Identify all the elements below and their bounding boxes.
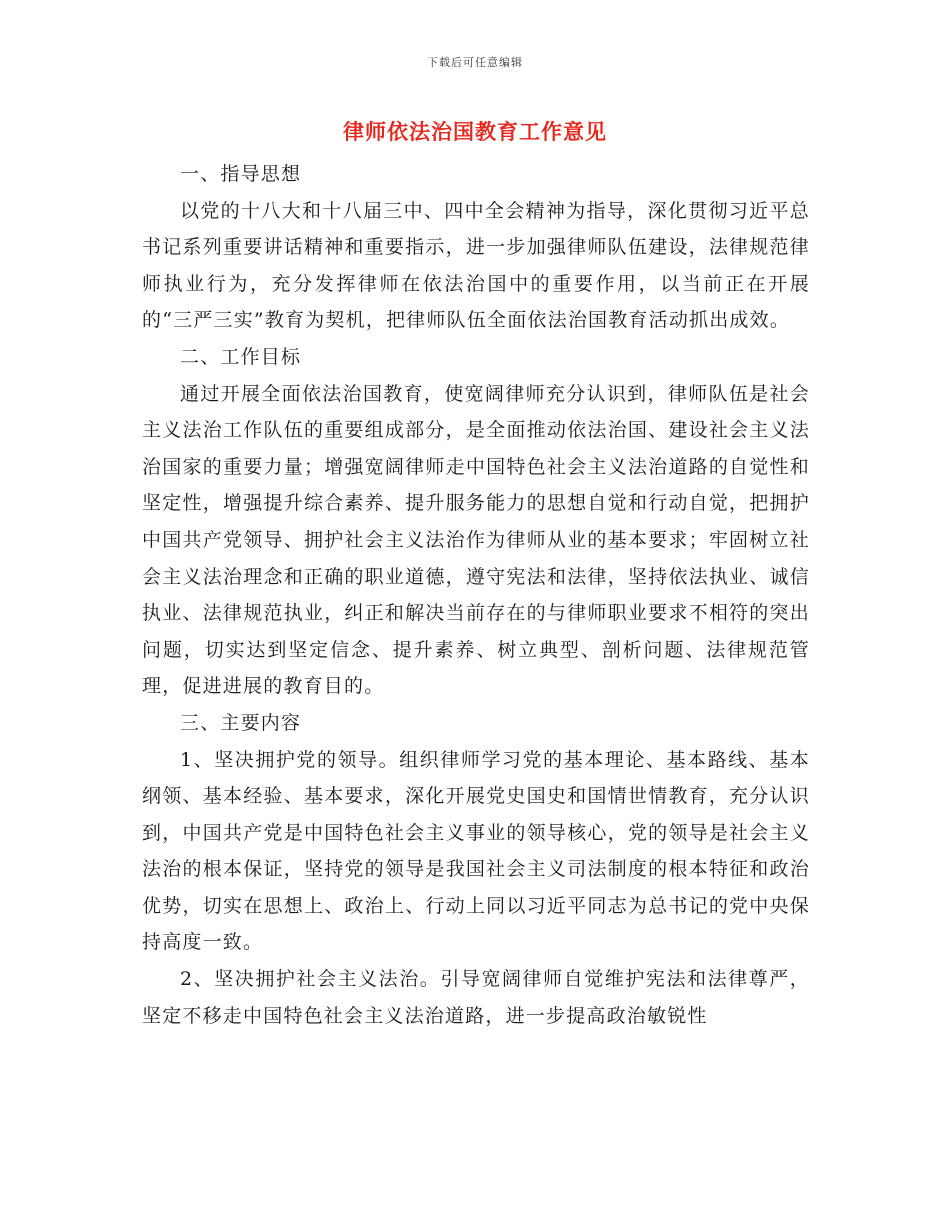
section-heading-work-goals: 二、工作目标 bbox=[180, 345, 302, 368]
section-heading-guiding-thought: 一、指导思想 bbox=[180, 163, 302, 185]
document-body bbox=[142, 156, 810, 1034]
paragraph-guiding-thought: 以党的十八大和十八届三中、四中全会精神为指导，深化贯彻习近平总书记系列重要讲话精神和重要指示，进一步加强律师队伍建设，法律规范律师执业行为，充分发挥律师在依法治国中的重要作用，以当前正在开展的“三严三实”教育为契机，把律师队伍全面依法治国教育活动抓出成效。 bbox=[142, 199, 810, 332]
paragraph-work-goals: 通过开展全面依法治国教育，使宽阔律师充分认识到，律师队伍是社会主义法治工作队伍的重要组成部分，是全面推动依法治国、建设社会主义法治国家的重要力量；增强宽阔律师走中国特色社会主义法治道路的自觉性和坚定性，增强提升综合素养、提升服务能力的思想自觉和行动自觉，把拥护中国共产党领导、拥护社会主义法治作为律师从业的基本要求；牢固树立社会主义法治理念和正确的职业道德，遵守宪法和法律，坚持依法执业、诚信执业、法律规范执业，纠正和解决当前存在的与律师职业要求不相符的突出问题，切实达到坚定信念、提升素养、树立典型、剖析问题、法律规范管理，促进进展的教育目的。 bbox=[142, 382, 810, 698]
paragraph-item-1: 1、坚决拥护党的领导。组织律师学习党的基本理论、基本路线、基本纲领、基本经验、基本要求，深化开展党史国史和国情世情教育，充分认识到，中国共产党是中国特色社会主义事业的领导核心，党的领导是社会主义法治的根本保证，坚持党的领导是我国社会主义司法制度的根本特征和政治优势，切实在思想上、政治上、行动上同以习近平同志为总书记的党中央保持高度一致。 bbox=[142, 748, 810, 954]
document-title: 律师依法治国教育工作意见 bbox=[343, 119, 607, 144]
section-heading-main-content: 三、主要内容 bbox=[180, 711, 302, 734]
header-note: 下载后可任意编辑 bbox=[427, 56, 523, 69]
paragraph-item-2: 2、坚决拥护社会主义法治。引导宽阔律师自觉维护宪法和法律尊严，坚定不移走中国特色社会主义法治道路，进一步提高政治敏锐性 bbox=[142, 968, 810, 1027]
